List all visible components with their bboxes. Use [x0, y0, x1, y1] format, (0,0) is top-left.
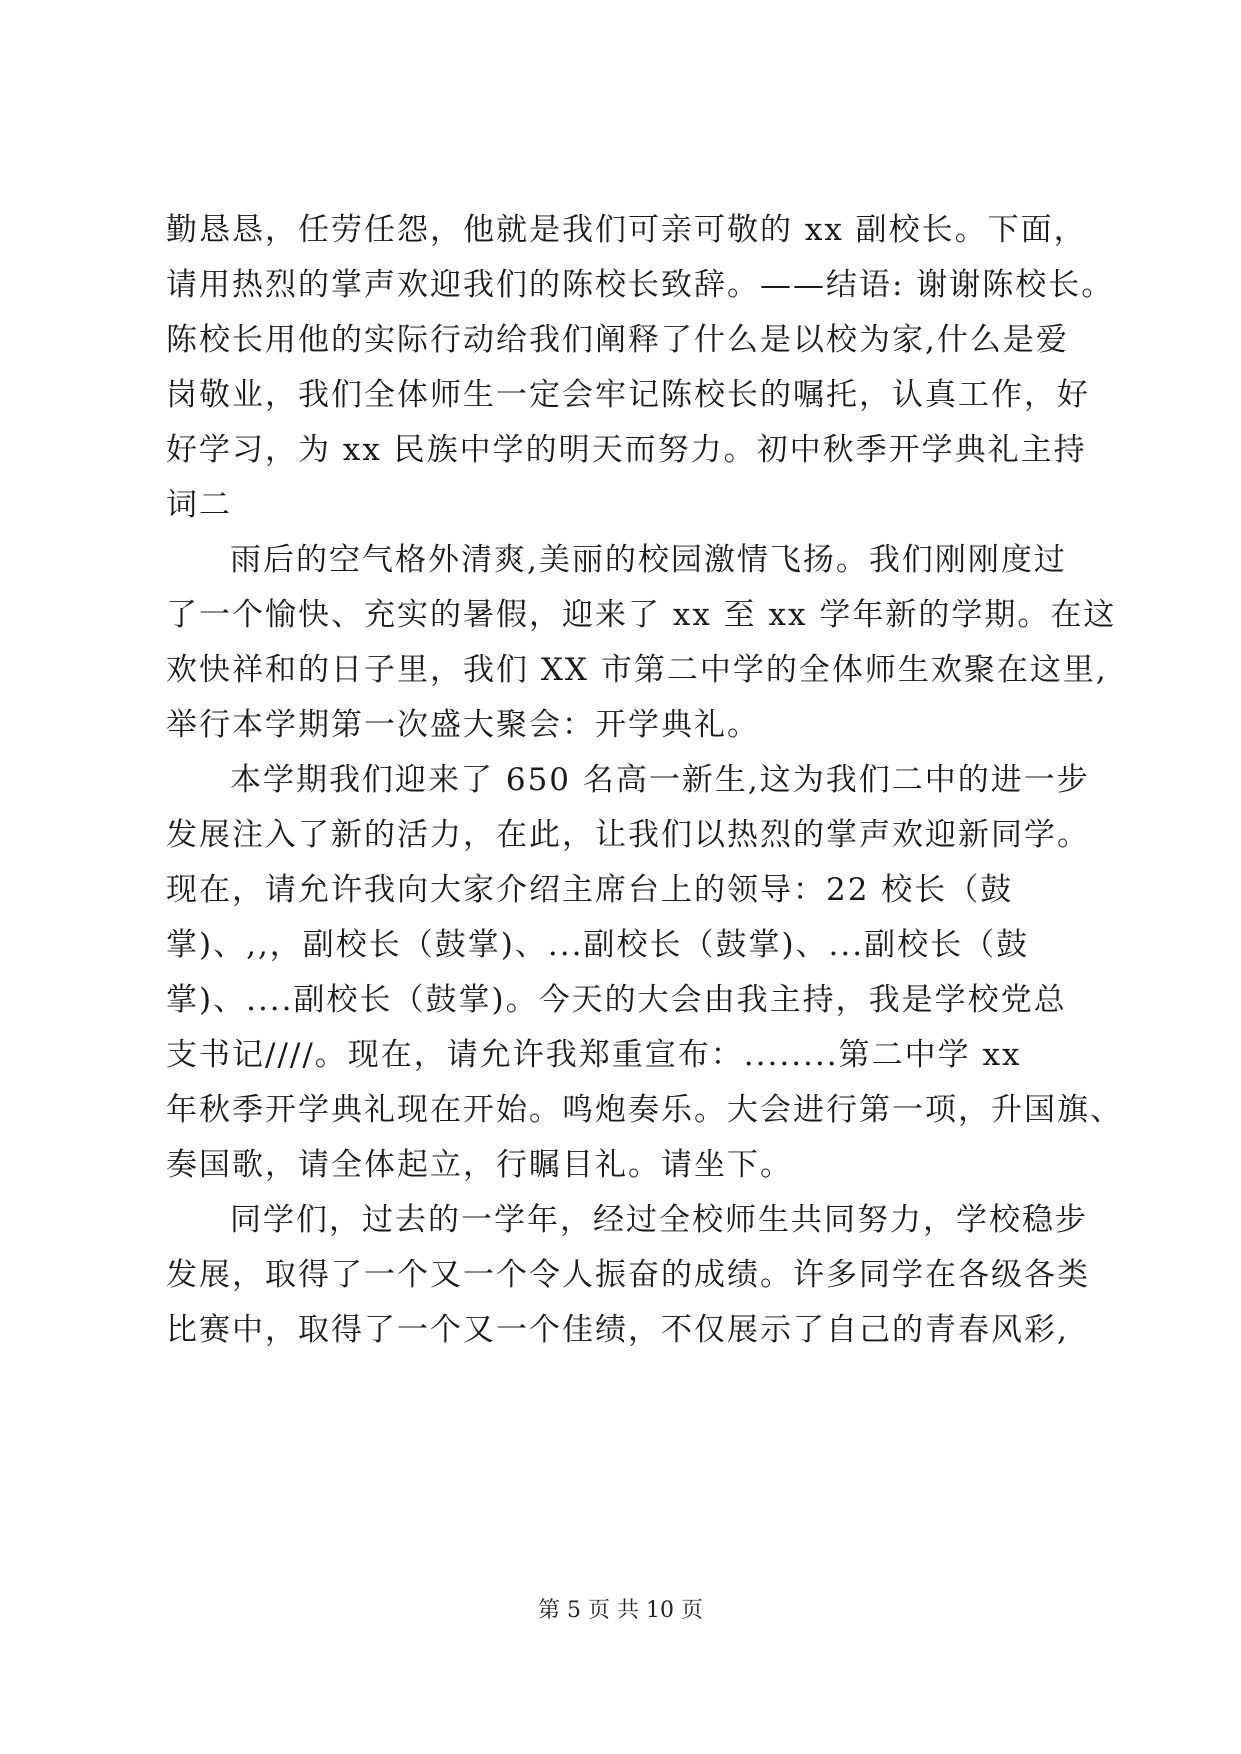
text-line: 现在，请允许我向大家介绍主席台上的领导：22 校长（鼓	[166, 872, 1014, 908]
text-line: 发展，取得了一个又一个令人振奋的成绩。许多同学在各级各类	[166, 1257, 1090, 1293]
text-line: 年秋季开学典礼现在开始。鸣炮奏乐。大会进行第一项，升国旗、	[166, 1092, 1123, 1128]
text-line: 好学习，为 xx 民族中学的明天而努力。初中秋季开学典礼主持	[166, 432, 1087, 468]
text-line: 奏国歌，请全体起立，行瞩目礼。请坐下。	[166, 1147, 793, 1183]
text-line: 掌)、,,，副校长（鼓掌)、...副校长（鼓掌)、...副校长（鼓	[166, 927, 1030, 963]
text-line: 陈校长用他的实际行动给我们阐释了什么是以校为家,什么是爱	[166, 322, 1069, 358]
text-line: 了一个愉快、充实的暑假，迎来了 xx 至 xx 学年新的学期。在这	[166, 597, 1117, 633]
text-line: 词二	[166, 487, 232, 523]
text-line: 请用热烈的掌声欢迎我们的陈校长致辞。——结语: 谢谢陈校长。	[166, 267, 1115, 303]
text-line: 比赛中，取得了一个又一个佳绩，不仅展示了自己的青春风彩,	[166, 1312, 1069, 1348]
paragraph-first-line: 本学期我们迎来了 650 名高一新生,这为我们二中的进一步	[230, 762, 1090, 798]
text-line: 岗敬业，我们全体师生一定会牢记陈校长的嘱托，认真工作，好	[166, 377, 1090, 413]
text-line: 欢快祥和的日子里，我们 XX 市第二中学的全体师生欢聚在这里,	[166, 652, 1108, 688]
text-line: 支书记////。现在，请允许我郑重宣布：........第二中学 xx	[166, 1037, 1022, 1073]
text-line: 举行本学期第一次盛大聚会：开学典礼。	[166, 707, 760, 743]
paragraph-first-line: 雨后的空气格外清爽,美丽的校园激情飞扬。我们刚刚度过	[230, 542, 1067, 578]
text-line: 掌)、....副校长（鼓掌)。今天的大会由我主持，我是学校党总	[166, 982, 1067, 1018]
text-line: 勤恳恳，任劳任怨，他就是我们可亲可敬的 xx 副校长。下面，	[166, 212, 1087, 248]
paragraph-first-line: 同学们，过去的一学年，经过全校师生共同努力，学校稳步	[230, 1202, 1088, 1238]
page-number-footer: 第 5 页 共 10 页	[538, 1598, 703, 1623]
text-line: 发展注入了新的活力，在此，让我们以热烈的掌声欢迎新同学。	[166, 817, 1090, 853]
